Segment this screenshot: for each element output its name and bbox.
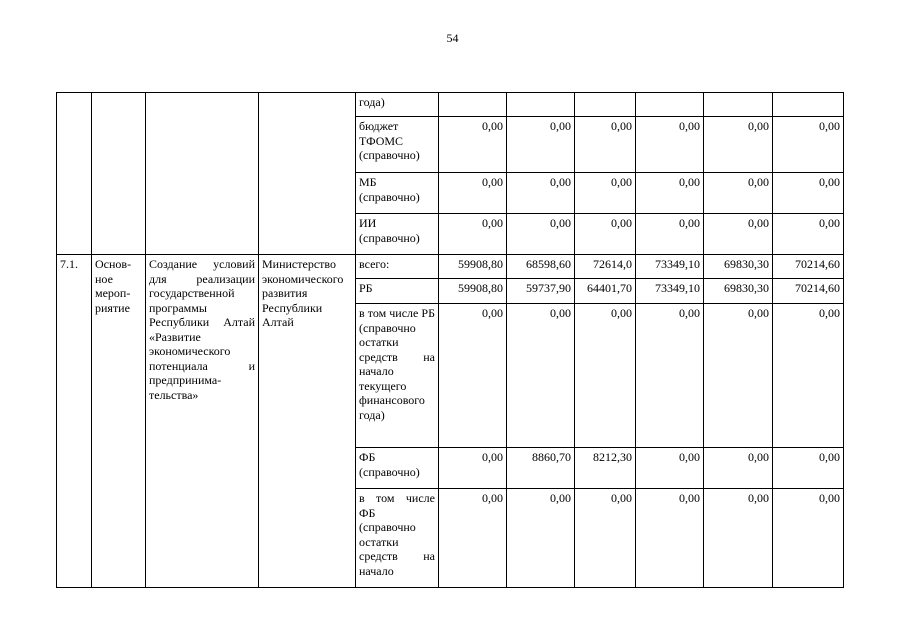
value-cell: 59908,80 bbox=[439, 255, 507, 279]
value-cell: 0,00 bbox=[636, 117, 704, 173]
value-cell: 0,00 bbox=[636, 448, 704, 489]
table-row bbox=[57, 255, 844, 279]
value-cell: 0,00 bbox=[773, 489, 844, 588]
value-cell: 0,00 bbox=[704, 214, 773, 255]
value-cell: 0,00 bbox=[636, 214, 704, 255]
value-cell: 0,00 bbox=[439, 214, 507, 255]
value-cell: 0,00 bbox=[773, 214, 844, 255]
value-cell bbox=[507, 93, 575, 117]
value-cell bbox=[575, 93, 636, 117]
value-cell: 0,00 bbox=[507, 173, 575, 214]
value-cell: 0,00 bbox=[439, 173, 507, 214]
value-cell: 0,00 bbox=[507, 489, 575, 588]
value-cell: 59908,80 bbox=[439, 279, 507, 304]
value-cell bbox=[439, 93, 507, 117]
source-cell: в том числе РБ (справочно остатки средств на начало текущего финансового года) bbox=[356, 304, 439, 448]
number-cell bbox=[57, 93, 92, 255]
value-cell: 70214,60 bbox=[773, 255, 844, 279]
measure-name: Создание условий для реализации государственной программы Республики Алтай «Развитие экономического потенциала и предпринима-тельства» bbox=[146, 255, 259, 588]
value-cell: 0,00 bbox=[575, 214, 636, 255]
value-cell: 8212,30 bbox=[575, 448, 636, 489]
budget-table bbox=[56, 92, 844, 588]
value-cell: 0,00 bbox=[773, 304, 844, 448]
value-cell: 0,00 bbox=[439, 304, 507, 448]
source-cell: бюджет ТФОМС (справочно) bbox=[356, 117, 439, 173]
source-cell: ФБ (справочно) bbox=[356, 448, 439, 489]
value-cell: 0,00 bbox=[704, 448, 773, 489]
value-cell: 70214,60 bbox=[773, 279, 844, 304]
value-cell: 69830,30 bbox=[704, 279, 773, 304]
value-cell: 0,00 bbox=[704, 304, 773, 448]
value-cell: 0,00 bbox=[636, 489, 704, 588]
value-cell: 0,00 bbox=[575, 117, 636, 173]
source-cell: в том числе ФБ (справочно остатки средств на начало bbox=[356, 489, 439, 588]
value-cell: 0,00 bbox=[507, 117, 575, 173]
value-cell: 0,00 bbox=[575, 489, 636, 588]
source-cell: ИИ (справочно) bbox=[356, 214, 439, 255]
value-cell: 0,00 bbox=[704, 173, 773, 214]
source-cell: всего: bbox=[356, 255, 439, 279]
value-cell: 0,00 bbox=[773, 173, 844, 214]
value-cell: 0,00 bbox=[439, 489, 507, 588]
value-cell: 72614,0 bbox=[575, 255, 636, 279]
value-cell: 64401,70 bbox=[575, 279, 636, 304]
value-cell: 59737,90 bbox=[507, 279, 575, 304]
type-cell bbox=[92, 93, 146, 255]
value-cell bbox=[636, 93, 704, 117]
value-cell: 0,00 bbox=[507, 214, 575, 255]
value-cell: 68598,60 bbox=[507, 255, 575, 279]
value-cell bbox=[773, 93, 844, 117]
value-cell: 0,00 bbox=[575, 304, 636, 448]
value-cell: 73349,10 bbox=[636, 279, 704, 304]
name-cell bbox=[146, 93, 259, 255]
value-cell: 0,00 bbox=[575, 173, 636, 214]
measure-number: 7.1. bbox=[57, 255, 92, 588]
value-cell: 0,00 bbox=[773, 448, 844, 489]
measure-type: Основ-ное мероп-риятие bbox=[92, 255, 146, 588]
value-cell: 0,00 bbox=[773, 117, 844, 173]
value-cell: 0,00 bbox=[704, 489, 773, 588]
executor-cell bbox=[259, 93, 356, 255]
value-cell: 0,00 bbox=[507, 304, 575, 448]
measure-executor: Министерство экономического развития Республики Алтай bbox=[259, 255, 356, 588]
page-number: 54 bbox=[446, 31, 459, 45]
value-cell bbox=[704, 93, 773, 117]
table-row bbox=[57, 93, 844, 117]
source-cell: РБ bbox=[356, 279, 439, 304]
value-cell: 69830,30 bbox=[704, 255, 773, 279]
value-cell: 0,00 bbox=[704, 117, 773, 173]
source-cell: МБ (справочно) bbox=[356, 173, 439, 214]
value-cell: 0,00 bbox=[439, 448, 507, 489]
value-cell: 0,00 bbox=[636, 304, 704, 448]
value-cell: 73349,10 bbox=[636, 255, 704, 279]
value-cell: 0,00 bbox=[636, 173, 704, 214]
value-cell: 0,00 bbox=[439, 117, 507, 173]
source-cell: года) bbox=[356, 93, 439, 117]
value-cell: 8860,70 bbox=[507, 448, 575, 489]
